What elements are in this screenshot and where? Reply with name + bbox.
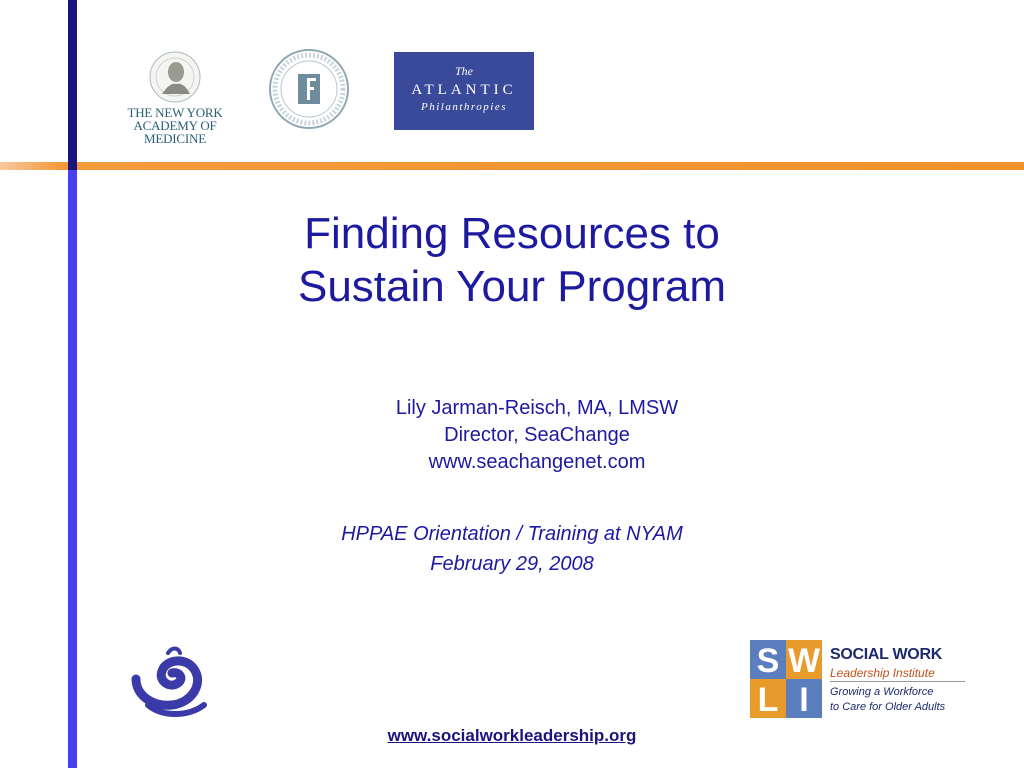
title-line-2: Sustain Your Program	[297, 262, 727, 311]
hartford-seal-icon	[268, 48, 350, 130]
event-date: February 29, 2008	[430, 553, 594, 575]
atlantic-main: ATLANTIC	[411, 82, 517, 98]
swli-title: SOCIAL WORK	[830, 646, 942, 663]
author-website[interactable]: www.seachangenet.com	[428, 451, 646, 473]
horizontal-accent-bar	[0, 162, 1024, 170]
nyam-line1: THE NEW YORK	[127, 105, 223, 120]
nyam-line2: ACADEMY OF MEDICINE	[133, 118, 217, 146]
swli-subtitle: Leadership Institute	[830, 666, 935, 680]
footer-link[interactable]: www.socialworkleadership.org	[387, 726, 637, 745]
bar-intersection	[68, 162, 77, 170]
left-accent-bar-top	[68, 0, 77, 162]
nyam-seal-icon	[110, 50, 240, 106]
title-line-1: Finding Resources to	[304, 209, 720, 258]
author-role: Director, SeaChange	[444, 424, 630, 446]
atlantic-sub: Philanthropies	[421, 101, 507, 113]
swli-letters-icon	[750, 640, 822, 718]
seachange-spiral-logo	[118, 643, 226, 725]
swli-tagline-1: Growing a Workforce	[830, 686, 934, 698]
author-block	[337, 395, 737, 476]
swli-letter-l: L	[757, 681, 779, 718]
swli-letter-w: W	[787, 642, 821, 680]
swli-divider	[830, 681, 965, 682]
nyam-logo	[110, 50, 240, 146]
slide-title	[200, 207, 824, 313]
author-name: Lily Jarman-Reisch, MA, LMSW	[395, 397, 679, 419]
event-block	[262, 519, 762, 579]
atlantic-philanthropies-logo	[394, 52, 534, 130]
event-name: HPPAE Orientation / Training at NYAM	[341, 523, 683, 545]
atlantic-the: The	[455, 64, 473, 78]
swli-logo	[750, 640, 965, 718]
swli-tagline-2: to Care for Older Adults	[830, 701, 946, 713]
left-accent-bar-bottom	[68, 170, 77, 768]
hartford-foundation-seal	[268, 48, 350, 130]
swli-letter-s: S	[756, 642, 780, 680]
swli-letter-i: I	[799, 681, 809, 718]
spiral-icon	[118, 643, 226, 725]
